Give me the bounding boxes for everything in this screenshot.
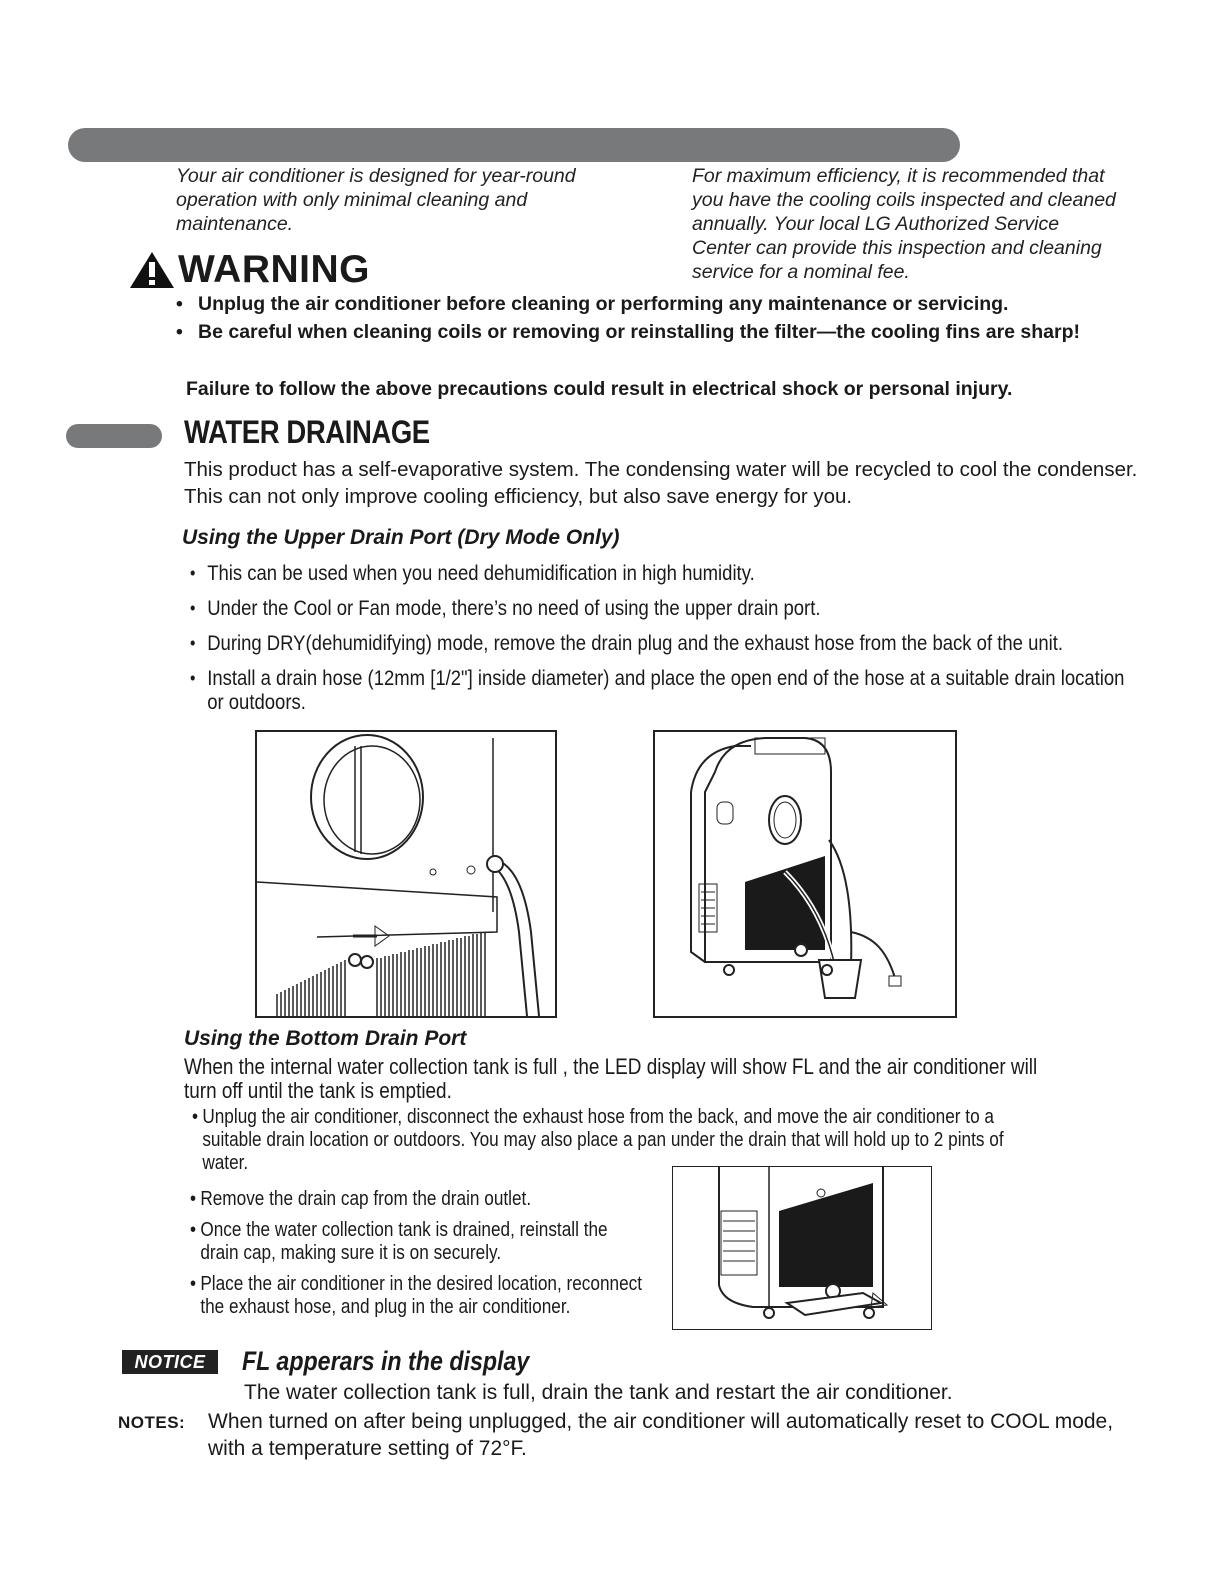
bottom-drain-illustration [673,1167,931,1329]
section-marker-pill [66,424,162,448]
upper-drain-list [190,561,1141,725]
intro-right-text: For maximum efficiency, it is recommended that you have the cooling coils inspected and cleaned annually. Your local LG Authorized Service Center can provide this inspection and cleaning service for a nominal fee. [692,165,1116,283]
failure-warning-text: Failure to follow the above precautions could result in electrical shock or personal injury. [186,378,1013,400]
notes-label: NOTES: [118,1413,186,1432]
list-item: • Remove the drain cap from the drain outlet. [190,1188,646,1211]
upper-drain-port-figure [255,730,557,1018]
list-item: • Once the water collection tank is drained, reinstall the drain cap, making sure it is on securely. [190,1219,646,1265]
bottom-drain-heading: Using the Bottom Drain Port [184,1027,467,1050]
notice-title: FL apperars in the display [242,1346,530,1376]
notice-badge: NOTICE [122,1350,218,1374]
water-drainage-title: WATER DRAINAGE [184,414,430,450]
intro-left-text: Your air conditioner is designed for year-round operation with only minimal cleaning and maintenance. [176,165,576,235]
section-header-bar [68,128,960,162]
list-item: • Unplug the air conditioner, disconnect the exhaust hose from the back, and move the air conditioner to a suitable drain location or outdoors. You may also place a pan under the drain that will hold up to 2 pints of water. [192,1106,1061,1175]
list-item: • Place the air conditioner in the desired location, reconnect the exhaust hose, and plug in the air conditioner. [190,1273,646,1319]
notes-text: When turned on after being unplugged, the air conditioner will automatically reset to COOL mode, with a temperature setting of 72°F. [208,1410,1114,1460]
warning-title: WARNING [178,248,370,291]
list-item: • Under the Cool or Fan mode, there’s no need of using the upper drain port. [190,596,1141,620]
bottom-drain-intro: When the internal water collection tank is full , the LED display will show FL and the air conditioner will turn off until the tank is emptied. [184,1054,1038,1103]
warning-heading [128,248,370,292]
warning-item: • Be careful when cleaning coils or removing or reinstalling the filter—the cooling fins are sharp! [176,320,1136,345]
notice-text: The water collection tank is full, drain the tank and restart the air conditioner. [244,1381,953,1404]
list-item: • This can be used when you need dehumidification in high humidity. [190,561,1141,585]
upper-drain-heading: Using the Upper Drain Port (Dry Mode Only) [182,526,620,549]
unit-draining-figure [653,730,957,1018]
bottom-drain-figure [672,1166,932,1330]
bottom-drain-list [190,1188,646,1327]
water-drainage-intro: This product has a self-evaporative system. The condensing water will be recycled to cool the condenser. This can not only improve cooling efficiency, but also save energy for you. [184,458,1138,508]
unit-draining-illustration [655,732,955,1016]
warning-item: • Unplug the air conditioner before cleaning or performing any maintenance or servicing. [176,292,1136,317]
warning-triangle-icon [128,250,176,290]
upper-drain-illustration [257,732,555,1016]
list-item: • Install a drain hose (12mm [1/2"] inside diameter) and place the open end of the hose at a suitable drain location or outdoors. [190,666,1141,714]
list-item: • During DRY(dehumidifying) mode, remove the drain plug and the exhaust hose from the back of the unit. [190,631,1141,655]
warning-list [176,292,1136,348]
